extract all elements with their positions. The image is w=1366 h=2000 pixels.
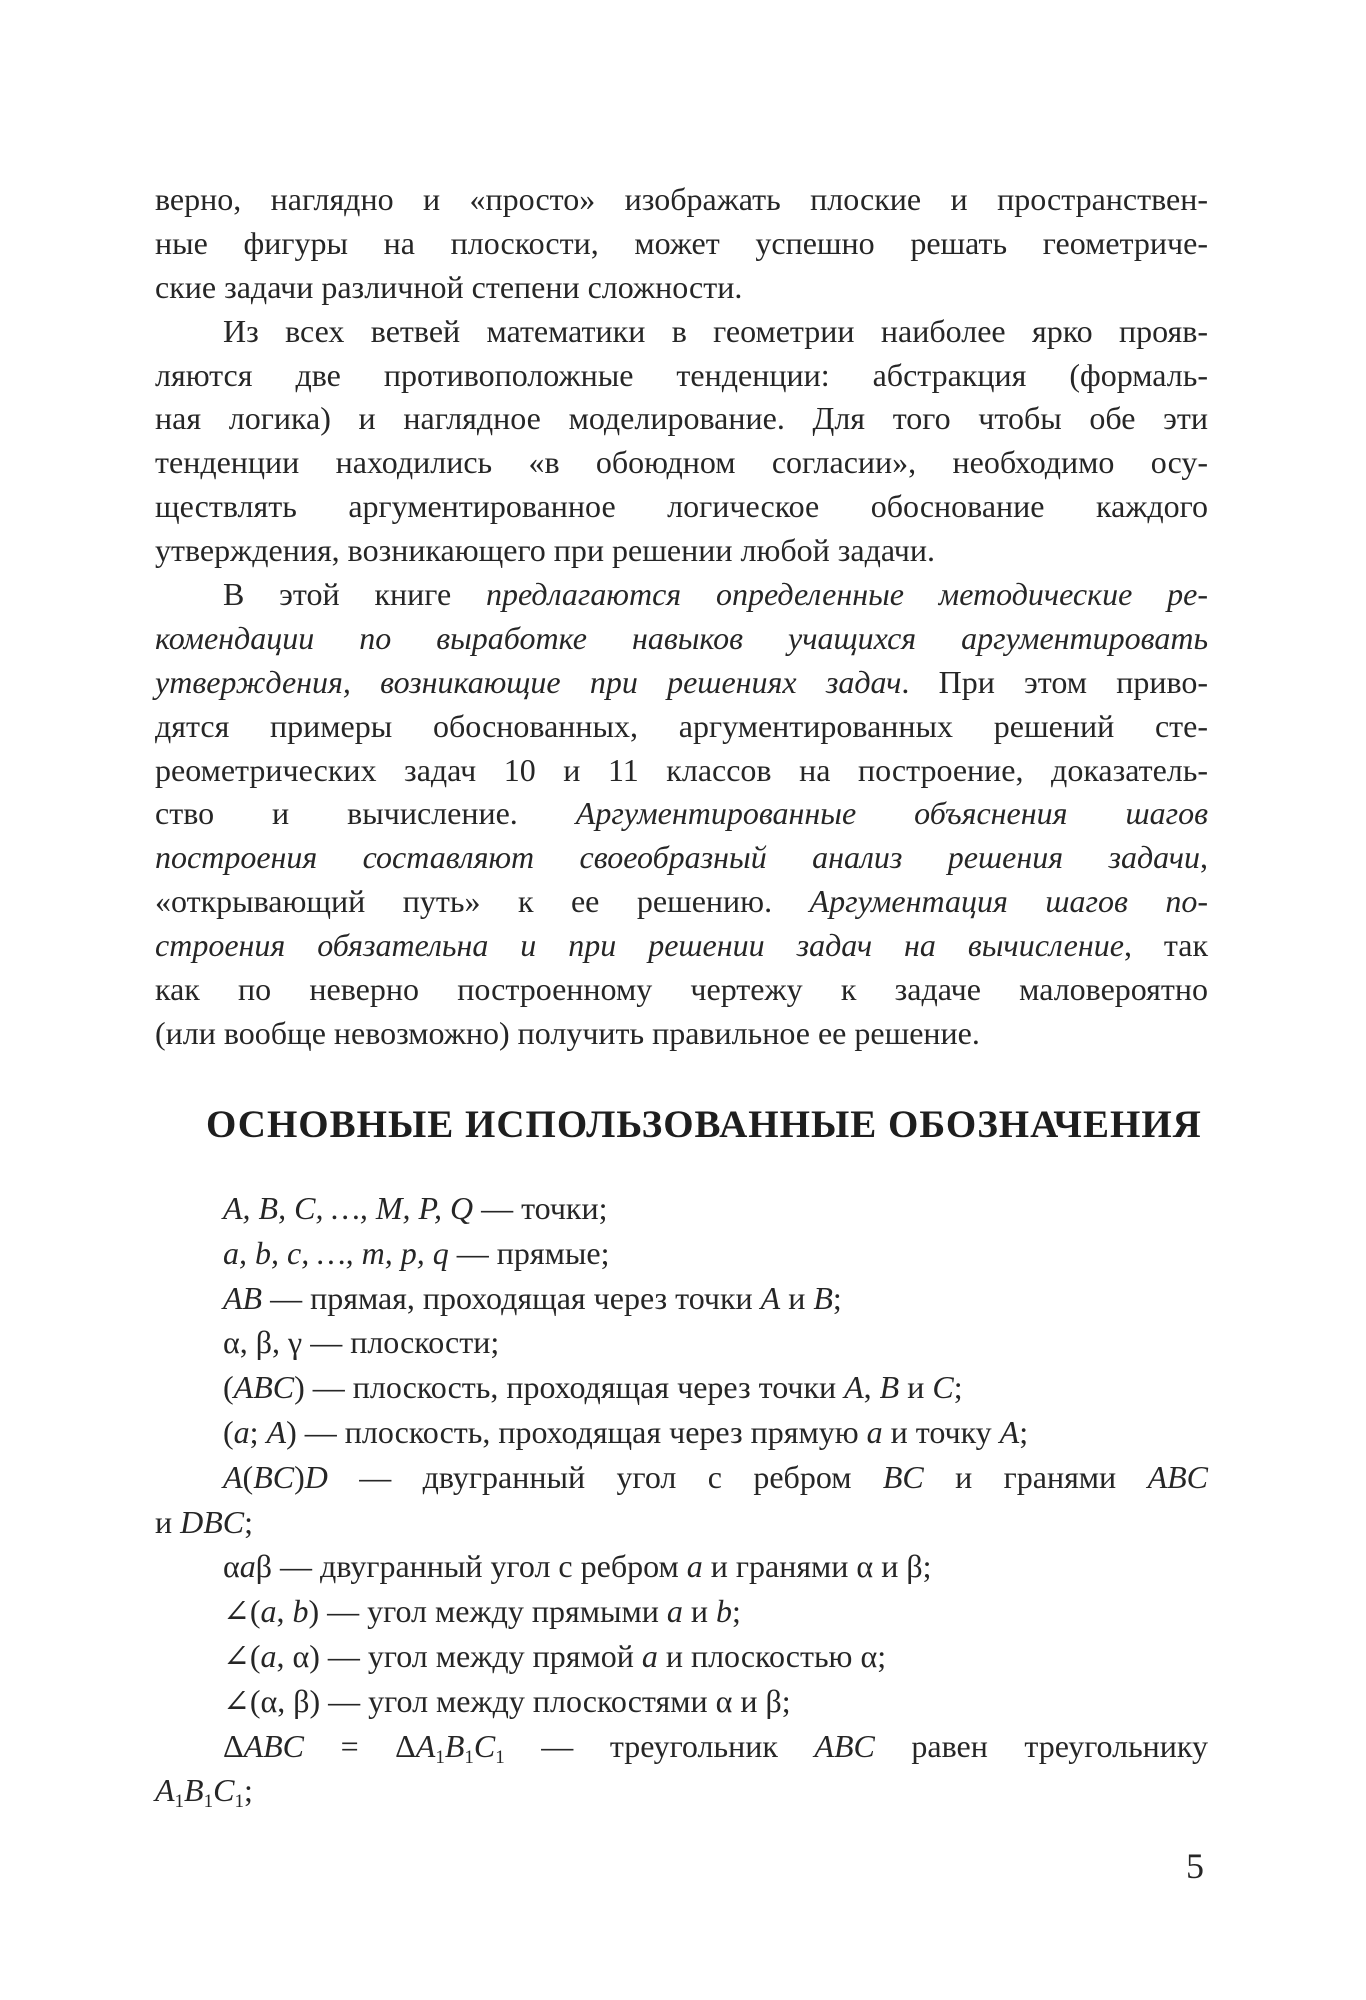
text-segment: ) — угол между прямыми [308,1593,667,1630]
text-segment: утверждения, возникающего при решении любой задачи. [155,532,936,569]
subscript: 1 [495,1746,505,1768]
text-segment: , [276,1593,293,1630]
text-segment: «открывающий путь» к ее решению. [155,883,810,920]
italic-text: A [155,1772,175,1809]
text-line [155,1410,1208,1455]
text-line [155,705,1208,749]
text-segment: ) — плоскость, проходящая через точки [294,1369,845,1406]
text-line [155,397,1208,441]
subscript: 1 [174,1791,185,1813]
subscript: 1 [464,1746,474,1768]
text-segment: — прямая, проходящая через точки [262,1279,761,1316]
italic-text: a [260,1637,277,1674]
text-segment: = Δ [304,1727,416,1764]
italic-text: BC [253,1458,295,1495]
text-segment: ( [223,1413,234,1450]
text-segment: . При этом приво- [901,663,1209,700]
text-segment: ; [1019,1413,1029,1450]
italic-text: ABC [243,1727,305,1764]
italic-text: a, b, c, …, m, p, q [223,1234,449,1271]
text-segment: Δ [223,1727,244,1764]
text-segment: ( [242,1458,254,1495]
section-heading: ОСНОВНЫЕ ИСПОЛЬЗОВАННЫЕ ОБОЗНАЧЕНИЯ [206,1103,1202,1146]
text-segment: ; [243,1772,253,1809]
italic-text: a [233,1413,250,1450]
text-line [155,1500,1208,1545]
text-segment: (или вообще невозможно) получить правильное ее решение. [155,1014,980,1051]
text-line [155,661,1208,705]
text-line [155,1231,1208,1276]
italic-text: a [666,1593,683,1630]
text-line [155,792,1208,836]
italic-text: A, B, C, …, M, P, Q [223,1190,474,1226]
text-segment: — точки; [473,1190,608,1226]
text-segment: ществлять аргументированное логическое обоснование каждого [155,488,1208,525]
text-segment: В этой книге [223,576,486,613]
italic-text: a [641,1637,658,1674]
italic-text: комендации по выработке навыков учащихся аргументировать [155,619,1208,656]
text-line [155,1634,1208,1679]
text-line [155,1186,1208,1231]
page-number: 5 [1186,1846,1204,1886]
text-segment: ; [832,1279,842,1316]
text-line [155,924,1208,968]
text-segment: ( [223,1369,234,1406]
text-segment: — прямые; [448,1234,610,1271]
text-segment: ∠(α, β) — угол между плоскостями α и β; [223,1682,791,1719]
text-segment: и [899,1369,933,1406]
text-line [155,880,1208,924]
text-line [155,485,1208,529]
text-line [155,354,1208,398]
text-segment: ; [731,1593,741,1630]
text-line [155,1679,1208,1724]
italic-text: A [266,1413,287,1450]
italic-text: утверждения, возникающие при решениях задач [155,663,902,700]
text-segment: равен треугольнику [874,1727,1209,1764]
text-line [155,1768,1208,1813]
text-segment: ; [953,1369,963,1406]
subscript: 1 [203,1791,214,1813]
italic-text: AB [223,1279,263,1316]
text-segment: как по неверно построенному чертежу к задаче маловероятно [155,971,1208,1008]
text-segment: , [863,1369,880,1406]
italic-text: ABC [814,1727,875,1764]
subscript: 1 [234,1791,244,1813]
text-segment: и гранями [923,1458,1148,1495]
italic-text: B [879,1369,900,1406]
text-line [155,529,1208,573]
italic-text: A [760,1279,781,1316]
text-segment: верно, наглядно и «просто» изображать плоские и пространствен- [155,181,1208,217]
text-segment: и [780,1279,814,1316]
italic-text: a [866,1413,883,1450]
text-segment: тенденции находились «в обоюдном согласии», необходимо осу- [155,444,1208,481]
italic-text: b [292,1593,309,1630]
italic-text: A [844,1369,864,1406]
italic-text: ABC [233,1369,295,1406]
italic-text: a [686,1548,703,1585]
text-segment: β — двугранный угол с ребром [255,1548,687,1585]
text-line [155,310,1208,354]
text-line [155,441,1208,485]
text-line [155,749,1208,793]
text-segment: , α) — угол между прямой [276,1637,642,1674]
text-segment: реометрических задач 10 и 11 классов на построение, доказатель- [155,751,1208,788]
italic-text: Аргументация шагов по- [809,883,1209,920]
text-segment: ) — плоскость, проходящая через прямую [286,1413,867,1450]
subscript: 1 [435,1746,445,1768]
notation-list [155,1186,1208,1813]
text-segment: и точку [882,1413,1000,1450]
italic-text: C [473,1727,496,1764]
text-line [155,1455,1208,1500]
italic-text: предлагаются определенные методические ре- [485,576,1208,613]
text-segment: и [155,1503,181,1540]
text-segment: ские задачи различной степени сложности. [155,268,743,305]
italic-text: ABC [1147,1458,1209,1495]
text-line [155,178,1208,222]
italic-text: C [932,1369,954,1406]
text-segment: ∠( [223,1593,261,1630]
text-segment: — двугранный угол с ребром [327,1458,883,1495]
text-line [155,836,1208,880]
text-segment: ∠( [223,1637,261,1674]
text-segment: , так [1123,927,1209,964]
text-line [155,1724,1208,1769]
text-line [155,573,1208,617]
italic-text: DBC [180,1503,245,1540]
text-segment: α, β, γ — плоскости; [223,1324,500,1361]
text-segment: ; [249,1413,267,1450]
italic-text: B [444,1727,465,1764]
text-segment: Из всех ветвей математики в геометрии наиболее ярко прояв- [223,312,1208,349]
text-segment: ные фигуры на плоскости, может успешно решать геометриче- [155,224,1208,261]
italic-text: построения составляют своеобразный анализ решения задачи [155,839,1200,876]
text-segment: ство и вычисление. [155,795,576,832]
italic-text: a [239,1548,256,1585]
italic-text: C [213,1772,235,1809]
text-line [155,968,1208,1012]
italic-text: Аргументированные объяснения шагов [575,795,1209,832]
text-line [155,1365,1208,1410]
italic-text: BC [882,1458,924,1495]
text-segment: ляются две противоположные тенденции: абстракция (формаль- [155,356,1208,393]
italic-text: A [223,1458,243,1495]
italic-text: строения обязательна и при решении задач на вычисление [155,927,1124,964]
body-text [155,178,1208,1056]
text-line [155,1012,1208,1056]
italic-text: B [184,1772,204,1809]
italic-text: B [813,1279,833,1316]
text-segment: и гранями α и β; [702,1548,932,1585]
text-segment: α [223,1548,240,1585]
text-line [155,1544,1208,1589]
italic-text: D [304,1458,328,1495]
text-line [155,617,1208,661]
text-segment: и плоскостью α; [657,1637,887,1674]
text-segment: дятся примеры обоснованных, аргументированных решений сте- [155,707,1208,744]
text-line [155,1589,1208,1634]
text-line [155,1320,1208,1365]
italic-text: A [415,1727,436,1764]
italic-text: b [715,1593,732,1630]
text-line [155,1276,1208,1321]
text-line [155,266,1208,310]
text-line [155,222,1208,266]
text-segment: ная логика) и наглядное моделирование. Для того чтобы обе эти [155,400,1208,437]
text-segment: ) [294,1458,305,1495]
text-segment: ; [244,1503,254,1540]
italic-text: a [260,1593,277,1630]
italic-text: A [999,1413,1020,1450]
text-segment: и [682,1593,716,1630]
text-segment: , [1200,839,1208,876]
text-segment: — треугольник [504,1727,815,1764]
